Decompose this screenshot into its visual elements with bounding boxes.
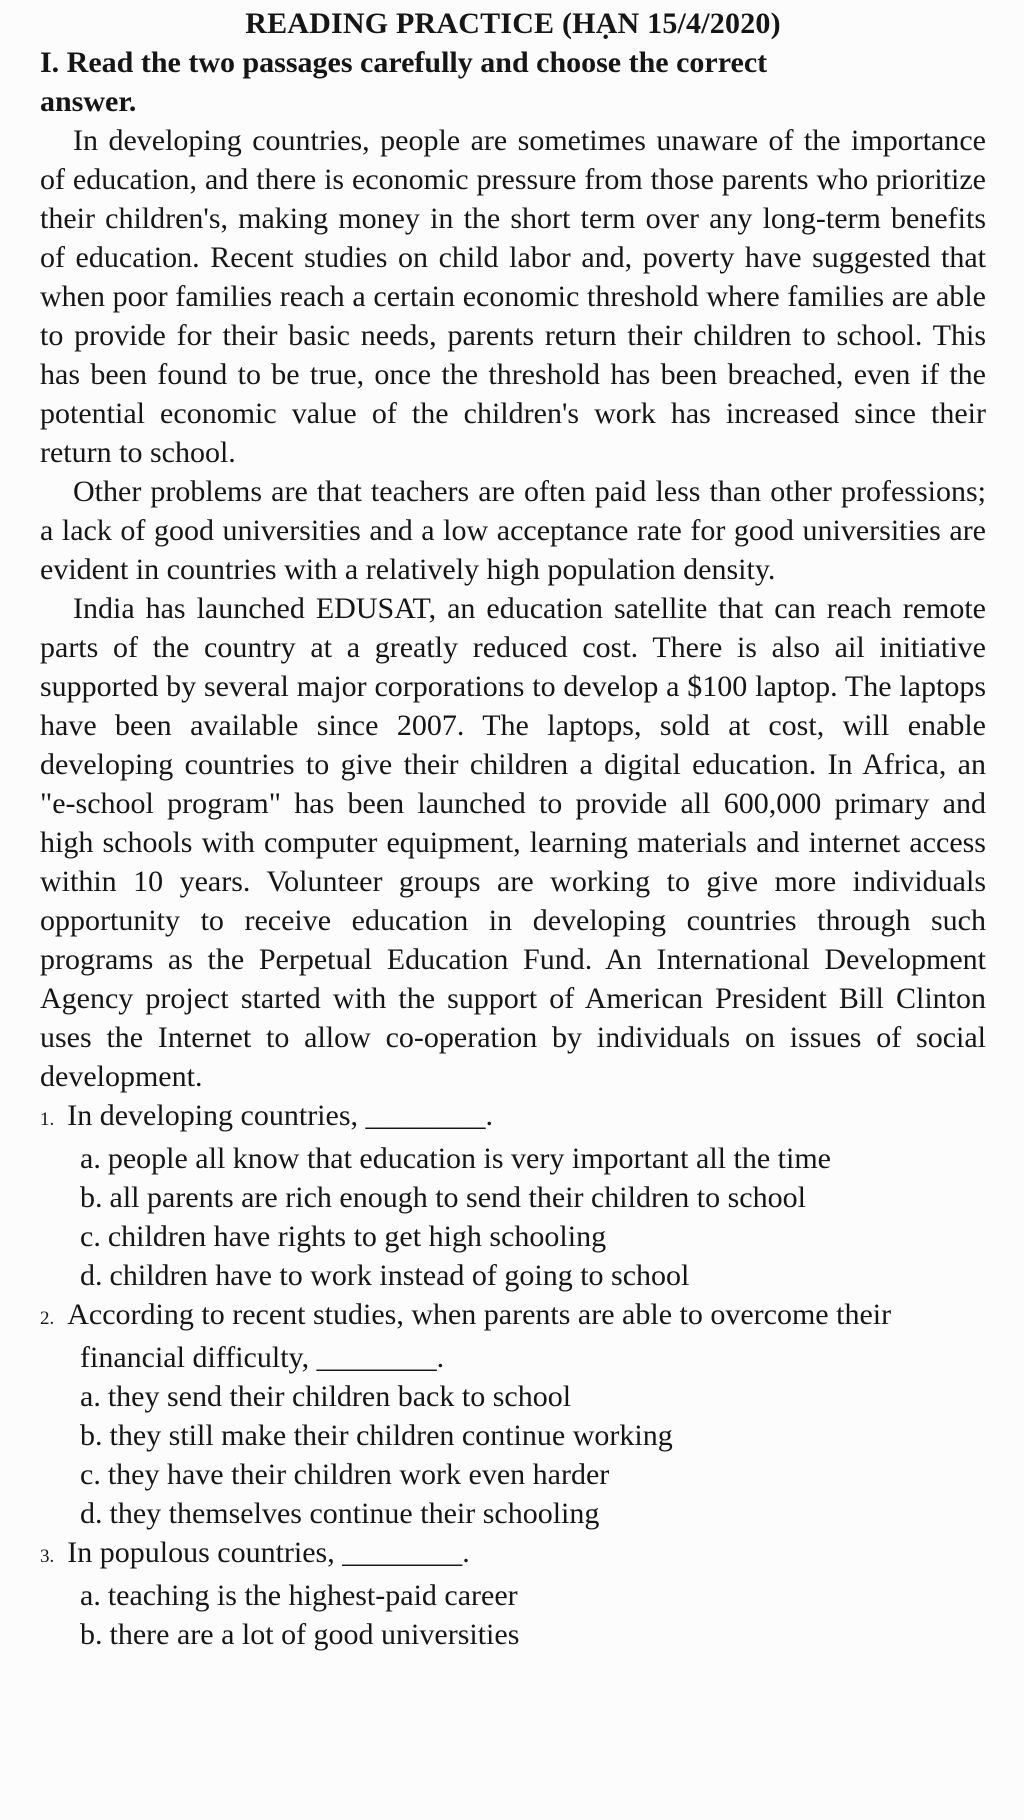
option-text: children have to work instead of going to school [109, 1259, 690, 1292]
option-letter: b. [80, 1181, 103, 1214]
section-instruction: I. Read the two passages carefully and choose the correct answer. [40, 46, 768, 118]
option-text: they themselves continue their schooling [109, 1497, 600, 1530]
option-text: children have rights to get high schooling [107, 1220, 607, 1253]
option-letter: b. [80, 1419, 103, 1452]
option-text: they send their children back to school [107, 1380, 572, 1413]
option-3b [40, 1615, 986, 1654]
option-2a [40, 1377, 986, 1416]
question-text: In populous countries, ________. [67, 1536, 470, 1569]
page-title: READING PRACTICE (HẠN 15/4/2020) [245, 7, 781, 40]
option-letter: c. [80, 1458, 101, 1491]
passage-paragraph-3: India has launched EDUSAT, an education satellite that can reach remote parts of the country at a greatly reduced cost. There is also ail initiative supported by several major corporations to develop a $100 laptop. The laptops have been available since 2007. The laptops, sold at cost, will enable developing countries to give their children a digital education. In Africa, an "e-school program" has been launched to provide all 600,000 primary and high schools with computer equipment, learning materials and internet access within 10 years. Volunteer groups are working to give more individuals opportunity to receive education in developing countries through such programs as the Perpetual Education Fund. An International Development Agency project started with the support of American President Bill Clinton uses the Internet to allow co-operation by individuals on issues of social development. [40, 592, 986, 1093]
option-1d [40, 1256, 986, 1295]
question-number: 2. [40, 1308, 55, 1329]
option-2c [40, 1455, 986, 1494]
option-letter: c. [80, 1220, 101, 1253]
option-1b [40, 1178, 986, 1217]
option-3a [40, 1576, 986, 1615]
option-letter: a. [80, 1142, 101, 1175]
question-1 [40, 1096, 986, 1295]
passage-paragraph-1: In developing countries, people are sometimes unaware of the importance of education, and there is economic pressure from those parents who prioritize their children's, making money in the short term over any long-term benefits of education. Recent studies on child labor and, poverty have suggested that when poor families reach a certain economic threshold where families are able to provide for their basic needs, parents return their children to school. This has been found to be true, once the threshold has been breached, even if the potential economic value of the children's work has increased since their return to school. [40, 124, 986, 469]
question-2-line [40, 1295, 986, 1377]
question-text: According to recent studies, when parents are able to overcome their financial difficulty, ________. [67, 1298, 892, 1374]
option-text: they still make their children continue working [109, 1419, 673, 1452]
option-2b [40, 1416, 986, 1455]
option-text: teaching is the highest-paid career [107, 1579, 518, 1612]
option-letter: d. [80, 1497, 103, 1530]
question-3 [40, 1533, 986, 1654]
question-3-line [40, 1533, 986, 1576]
question-1-line [40, 1096, 986, 1139]
option-2d [40, 1494, 986, 1533]
question-number: 3. [40, 1546, 55, 1567]
option-text: they have their children work even harder [107, 1458, 610, 1491]
option-1a [40, 1139, 986, 1178]
option-1c [40, 1217, 986, 1256]
option-text: there are a lot of good universities [109, 1618, 520, 1651]
passage-paragraph-2: Other problems are that teachers are often paid less than other professions; a lack of good universities and a low acceptance rate for good universities are evident in countries with a relatively high population density. [40, 475, 986, 586]
option-letter: d. [80, 1259, 103, 1292]
option-letter: b. [80, 1618, 103, 1651]
option-letter: a. [80, 1579, 101, 1612]
option-text: people all know that education is very important all the time [107, 1142, 831, 1175]
question-number: 1. [40, 1109, 55, 1130]
question-text: In developing countries, ________. [67, 1099, 494, 1132]
option-letter: a. [80, 1380, 101, 1413]
option-text: all parents are rich enough to send their children to school [109, 1181, 806, 1214]
question-2 [40, 1295, 986, 1533]
